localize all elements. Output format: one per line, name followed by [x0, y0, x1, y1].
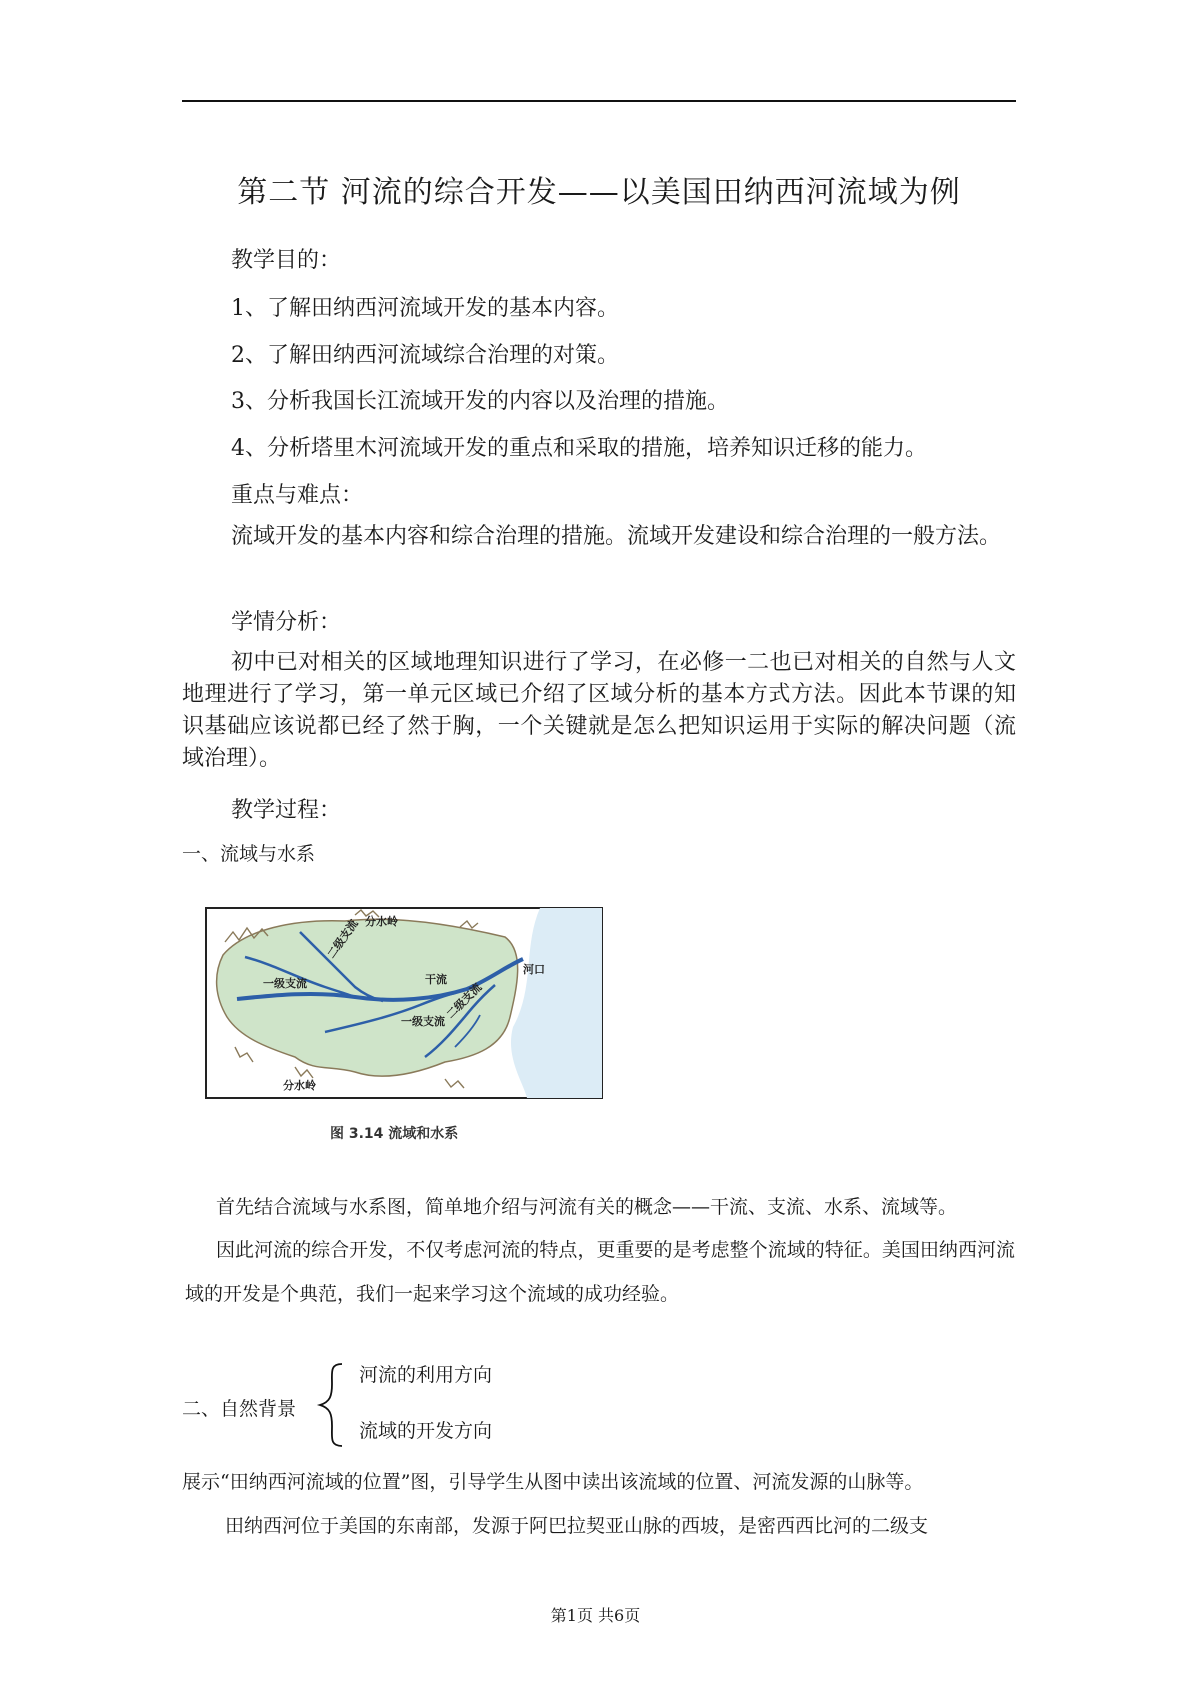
- keypoints-heading: 重点与难点：: [231, 483, 364, 508]
- intro-paragraph-1: 首先结合流域与水系图，简单地介绍与河流有关的概念——干流、支流、水系、流域等。: [216, 1196, 958, 1218]
- label-main-river: 干流: [425, 973, 447, 986]
- page-title: 第二节 河流的综合开发——以美国田纳西河流域为例: [237, 175, 961, 210]
- header-rule: [182, 100, 1016, 102]
- keypoints-text: 流域开发的基本内容和综合治理的措施。流域开发建设和综合治理的一般方法。: [231, 524, 1002, 549]
- label-tributary-upper: 二级支流: [324, 917, 361, 961]
- objectives-heading: 教学目的：: [231, 248, 342, 273]
- label-divide-bottom: 分水岭: [283, 1079, 316, 1092]
- label-tributary-lower: 一级支流: [401, 1015, 445, 1028]
- watershed-diagram: [205, 907, 603, 1099]
- analysis-heading: 学情分析：: [231, 610, 342, 635]
- page-footer: 第1页 共6页: [550, 1606, 641, 1625]
- objective-item: 3、分析我国长江流域开发的内容以及治理的措施。: [231, 389, 729, 414]
- show-map-line: 展示“田纳西河流域的位置”图，引导学生从图中读出该流域的位置、河流发源的山脉等。: [182, 1471, 924, 1493]
- section-heading-1: 一、流域与水系: [182, 843, 316, 865]
- objective-item: 2、了解田纳西河流域综合治理的对策。: [231, 343, 619, 368]
- figure-caption: 图 3.14 流域和水系: [330, 1126, 459, 1142]
- branch-basin-development: 流域的开发方向: [359, 1420, 493, 1442]
- label-tributary-lower-2: 二级支流: [443, 980, 485, 1022]
- tennessee-description: 田纳西河位于美国的东南部，发源于阿巴拉契亚山脉的西坡，是密西西比河的二级支: [225, 1515, 929, 1537]
- objective-item: 1、了解田纳西河流域开发的基本内容。: [231, 296, 619, 321]
- analysis-text: 初中已对相关的区域地理知识进行了学习，在必修一二也已对相关的自然与人文地理进行了学习，第一单元区域已介绍了区域分析的基本方式方法。因此本节课的知识基础应该说都已经了然于胸，一个关键就是怎么把知识运用于实际的解决问题（流域治理）。: [182, 650, 1016, 771]
- branch-river-use: 河流的利用方向: [359, 1364, 493, 1386]
- intro-paragraph-2: 因此河流的综合开发，不仅考虑河流的特点，更重要的是考虑整个流域的特征。美国田纳西河流域的开发是个典范，我们一起来学习这个流域的成功经验。: [185, 1239, 1015, 1305]
- label-divide-top: 分水岭: [365, 915, 398, 928]
- label-tributary-left: 一级支流: [263, 977, 307, 990]
- objective-item: 4、分析塔里木河流域开发的重点和采取的措施，培养知识迁移的能力。: [231, 436, 927, 461]
- label-river-mouth: 河口: [523, 963, 545, 976]
- curly-brace: [316, 1362, 346, 1448]
- section-heading-2: 二、自然背景: [182, 1398, 297, 1420]
- process-heading: 教学过程：: [231, 798, 342, 823]
